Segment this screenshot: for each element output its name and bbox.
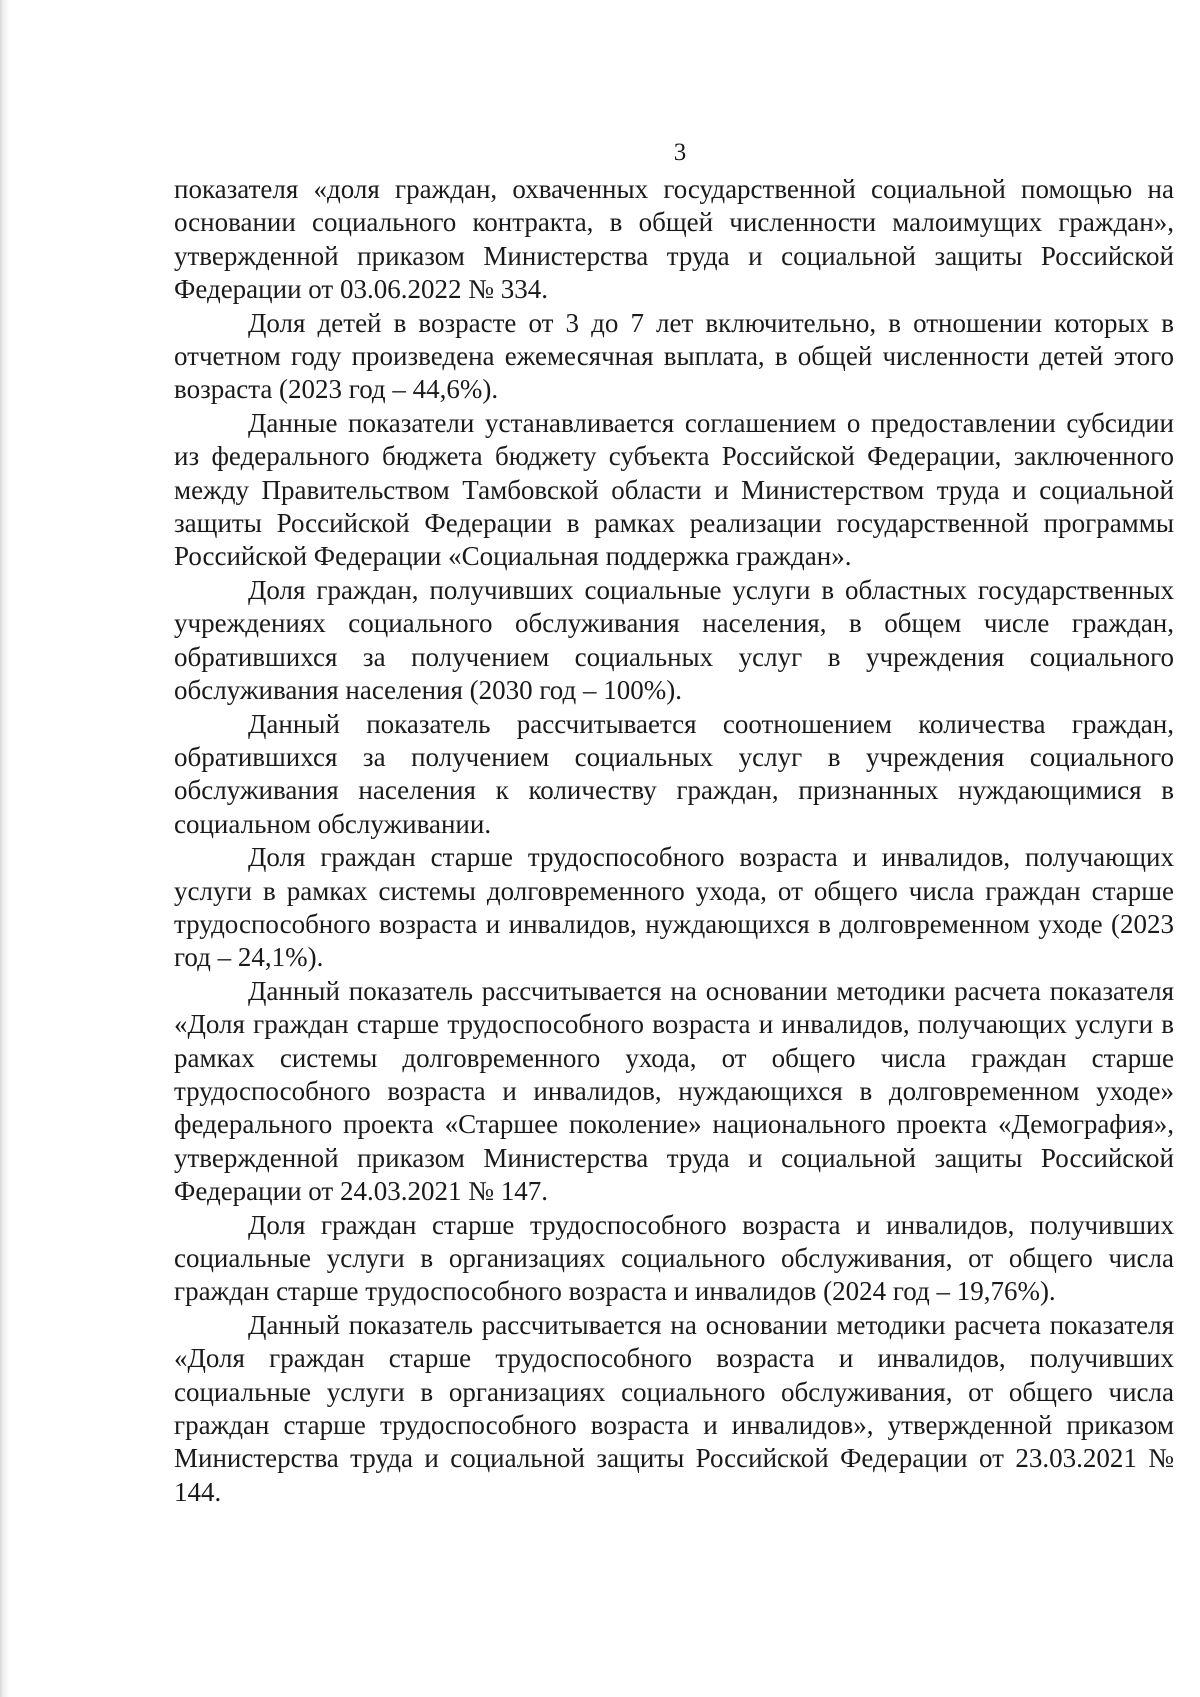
paragraph-social-services-calculation: Данный показатель рассчитывается соотношением количества граждан, обратившихся за получением социальных услуг в учреждения социального обслуживания населения к количеству граждан, признанных нуждающимися в социальном обслуживании.: [174, 708, 1174, 839]
paragraph-continuation: показателя «доля граждан, охваченных государственной социальной помощью на основании социального контракта, в общей численности малоимущих граждан», утвержденной приказом Министерства труда и социальной защиты Российской Федерации от 03.06.2022 № 334.: [174, 174, 1174, 305]
document-body: [174, 173, 1174, 1509]
page-number: 3: [673, 139, 687, 166]
paragraph-children-payment-share: Доля детей в возрасте от 3 до 7 лет включительно, в отношении которых в отчетном году произведена ежемесячная выплата, в общей численности детей этого возраста (2023 год – 44,6%).: [174, 307, 1174, 405]
scan-edge-shadow: [0, 0, 10, 1697]
paragraph-social-services-share: Доля граждан, получивших социальные услуги в областных государственных учреждениях социального обслуживания населения, в общем числе граждан, обратившихся за получением социальных услуг в учреждения социального обслуживания населения (2030 год – 100%).: [174, 574, 1174, 706]
paragraph-subsidy-agreement: Данные показатели устанавливается соглашением о предоставлении субсидии из федерального бюджета бюджету субъекта Российской Федерации, заключенного между Правительством Тамбовской области и Министерством труда и социальной защиты Российской Федерации в рамках реализации государственной программы Российской Федерации «Социальная поддержка граждан».: [174, 407, 1174, 572]
paragraph-elderly-services-methodology: Данный показатель рассчитывается на основании методики расчета показателя «Доля граждан старше трудоспособного возраста и инвалидов, получивших социальные услуги в организациях социального обслуживания, от общего числа граждан старше трудоспособного возраста и инвалидов», утвержденной приказом Министерства труда и социальной защиты Российской Федерации от 23.03.2021 № 144.: [174, 1309, 1174, 1507]
paragraph-long-term-care-methodology: Данный показатель рассчитывается на основании методики расчета показателя «Доля граждан старше трудоспособного возраста и инвалидов, получающих услуги в рамках системы долговременного ухода, от общего числа граждан старше трудоспособного возраста и инвалидов, нуждающихся в долговременном уходе» федерального проекта «Старшее поколение» национального проекта «Демография», утвержденной приказом Министерства труда и социальной защиты Российской Федерации от 24.03.2021 № 147.: [174, 975, 1174, 1207]
paragraph-elderly-services-share: Доля граждан старше трудоспособного возраста и инвалидов, получивших социальные услуги в организациях социального обслуживания, от общего числа граждан старше трудоспособного возраста и инвалидов (2024 год – 19,76%).: [174, 1209, 1174, 1307]
paragraph-long-term-care-share: Доля граждан старше трудоспособного возраста и инвалидов, получающих услуги в рамках системы долговременного ухода, от общего числа граждан старше трудоспособного возраста и инвалидов, нуждающихся в долговременном уходе (2023 год – 24,1%).: [174, 842, 1174, 973]
